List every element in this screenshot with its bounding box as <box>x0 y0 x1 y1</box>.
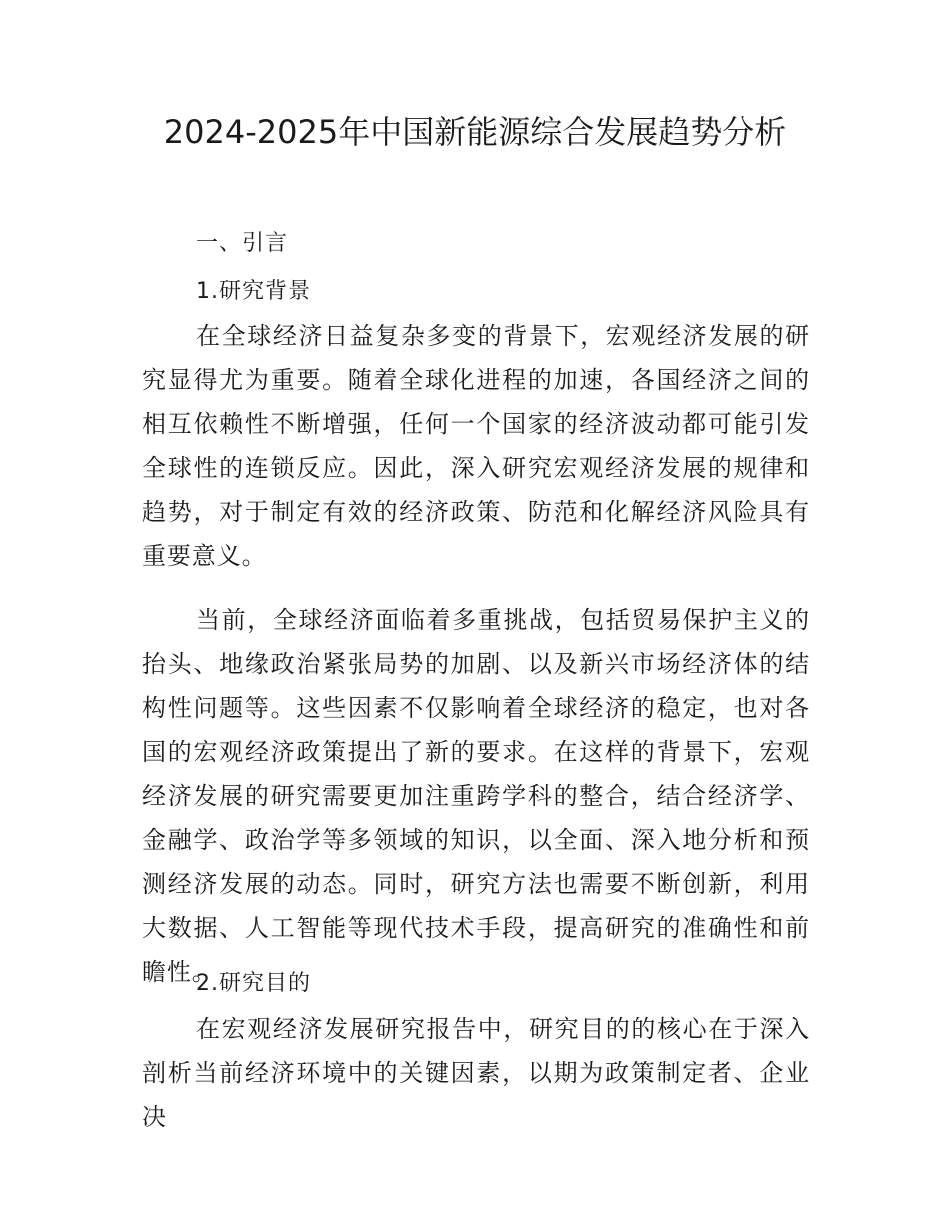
paragraph-background-2: 当前，全球经济面临着多重挑战，包括贸易保护主义的抬头、地缘政治紧张局势的加剧、以及新兴市场经济体的结构性问题等。这些因素不仅影响着全球经济的稳定，也对各国的宏观经济政策提出了新的要求。在这样的背景下，宏观经济发展的研究需要更加注重跨学科的整合，结合经济学、金融学、政治学等多领域的知识，以全面、深入地分析和预测经济发展的动态。同时，研究方法也需要不断创新，利用大数据、人工智能等现代技术手段，提高研究的准确性和前瞻性。 <box>142 606 810 986</box>
subsection-heading-research-purpose: 2.研究目的 <box>196 971 311 996</box>
paragraph-purpose-1: 在宏观经济发展研究报告中，研究目的的核心在于深入剖析当前经济环境中的关键因素，以期为政策制定者、企业决 <box>142 1015 810 1131</box>
subsection-heading-research-background: 1.研究背景 <box>196 279 311 304</box>
document-title: 2024-2025年中国新能源综合发展趋势分析 <box>163 113 787 151</box>
section-heading-introduction: 一、引言 <box>196 231 289 256</box>
paragraph-background-1: 在全球经济日益复杂多变的背景下，宏观经济发展的研究显得尤为重要。随着全球化进程的加速，各国经济之间的相互依赖性不断增强，任何一个国家的经济波动都可能引发全球性的连锁反应。因此，深入研究宏观经济发展的规律和趋势，对于制定有效的经济政策、防范和化解经济风险具有重要意义。 <box>142 322 810 570</box>
